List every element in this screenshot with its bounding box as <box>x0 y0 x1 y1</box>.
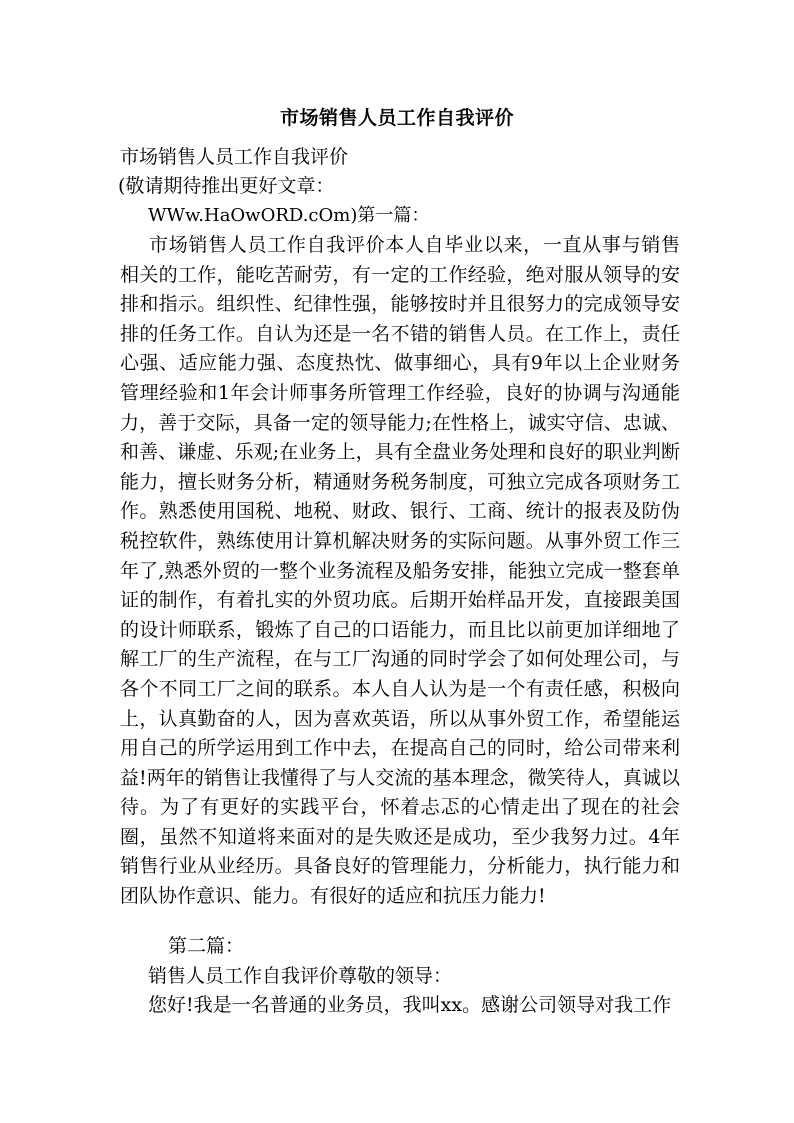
section-2-title-line: 销售人员工作自我评价尊敬的领导： <box>148 965 453 987</box>
section-2-heading: 第二篇： <box>168 935 245 957</box>
article-1-body: 市场销售人员工作自我评价本人自毕业以来，一直从事与销售相关的工作，能吃苦耐劳，有一定的工作经验，绝对服从领导的安排和指示。组织性、纪律性强，能够按时并且很努力的完成领导安排的任务工作。自认为还是一名不错的销售人员。在工作上，责任心强、适应能力强、态度热忱、做事细心，具有9年以上企业财务管理经验和1年会计师事务所管理工作经验，良好的协调与沟通能力，善于交际，具备一定的领导能力;在性格上，诚实守信、忠诚、和善、谦虚、乐观;在业务上，具有全盘业务处理和良好的职业判断能力，擅长财务分析，精通财务税务制度，可独立完成各项财务工作。熟悉使用国税、地税、财政、银行、工商、统计的报表及防伪税控软件，熟练使用计算机解决财务的实际问题。从事外贸工作三年了,熟悉外贸的一整个业务流程及船务安排，能独立完成一整套单证的制作，有着扎实的外贸功底。后期开始样品开发，直接跟美国的设计师联系，锻炼了自己的口语能力，而且比以前更加详细地了解工厂的生产流程，在与工厂沟通的同时学会了如何处理公司，与各个不同工厂之间的联系。本人自人认为是一个有责任感，积极向上，认真勤奋的人，因为喜欢英语，所以从事外贸工作，希望能运用自己的所学运用到工作中去，在提高自己的同时，给公司带来利益!两年的销售让我懂得了与人交流的基本理念，微笑待人，真诚以待。为了有更好的实践平台，怀着忐忑的心情走出了现在的社会圈，虽然不知道将来面对的是失败还是成功，至少我努力过。4年销售行业从业经历。具备良好的管理能力，分析能力，执行能力和团队协作意识、能力。有很好的适应和抗压力能力! <box>120 234 680 908</box>
section-2-greeting-line: 您好!我是一名普通的业务员，我叫xx。感谢公司领导对我工作 <box>148 994 672 1016</box>
document-title: 市场销售人员工作自我评价 <box>279 107 514 129</box>
note-line: (敬请期待推出更好文章： <box>118 175 335 197</box>
subtitle-line: 市场销售人员工作自我评价 <box>120 146 349 168</box>
url-line: WWw.HaOwORD.cOm)第一篇： <box>148 205 430 226</box>
